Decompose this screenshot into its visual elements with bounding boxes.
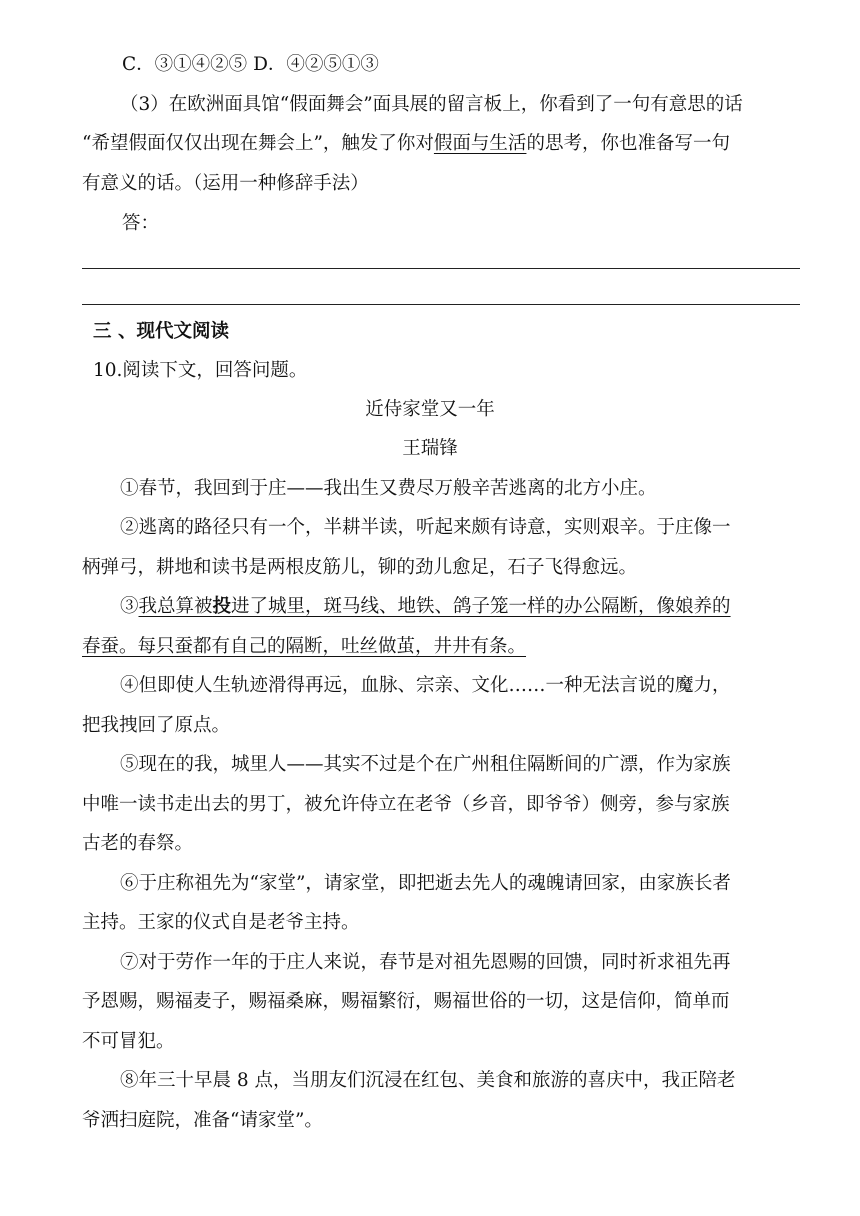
paragraph-3-line-2 bbox=[82, 635, 526, 659]
answer-line-1[interactable] bbox=[82, 268, 800, 269]
paragraph-7-line-1: ⑦对于劳作一年的于庄人来说，春节是对祖先恩赐的回馈，同时祈求祖先再 bbox=[120, 952, 731, 973]
paragraph-3-line-1 bbox=[120, 595, 731, 619]
option-d-value: ④②⑤①③ bbox=[286, 54, 379, 75]
paragraph-2-line-1: ②逃离的路径只有一个，半耕半读，听起来颇有诗意，实则艰辛。于庄像一 bbox=[120, 517, 731, 538]
question3-line2 bbox=[82, 132, 730, 156]
question3-underlined-topic: 假面与生活 bbox=[433, 133, 527, 154]
paragraph-3-underlined-a: 我总算被 bbox=[138, 596, 213, 617]
paragraph-8-line-2: 爷洒扫庭院，准备“请家堂”。 bbox=[82, 1110, 323, 1131]
question10-prompt: 10.阅读下文，回答问题。 bbox=[93, 360, 308, 381]
paragraph-8-line-1: ⑧年三十早晨 8 点，当朋友们沉浸在红包、美食和旅游的喜庆中，我正陪老 bbox=[120, 1070, 736, 1091]
paragraph-3-bold-word: 投 bbox=[212, 596, 232, 617]
question3-line2-a: “希望假面仅仅出现在舞会上”，触发了你对 bbox=[82, 133, 434, 154]
paragraph-1: ①春节，我回到于庄——我出生又费尽万般辛苦逃离的北方小庄。 bbox=[120, 478, 657, 499]
paragraph-7-line-2: 予恩赐，赐福麦子，赐福桑麻，赐福繁衍，赐福世俗的一切，这是信仰，简单而 bbox=[82, 991, 730, 1012]
paragraph-6-line-2: 主持。王家的仪式自是老爷主持。 bbox=[82, 912, 360, 933]
paragraph-5-line-2: 中唯一读书走出去的男丁，被允许侍立在老爷（乡音，即爷爷）侧旁，参与家族 bbox=[82, 794, 730, 815]
question3-line1: （3）在欧洲面具馆“假面舞会”面具展的留言板上，你看到了一句有意思的话 bbox=[120, 94, 743, 115]
answer-line-2[interactable] bbox=[82, 304, 800, 305]
paragraph-7-line-3: 不可冒犯。 bbox=[82, 1031, 175, 1052]
question3-line2-b: 的思考，你也准备写一句 bbox=[526, 133, 730, 154]
option-d-label: D． bbox=[253, 54, 287, 75]
paragraph-4-line-1: ④但即使人生轨迹滑得再远，血脉、宗亲、文化……一种无法言说的魔力， bbox=[120, 675, 731, 696]
paragraph-3-underlined-c: 春蚕。每只蚕都有自己的隔断，吐丝做茧，井井有条。 bbox=[82, 636, 527, 657]
paragraph-5-line-1: ⑤现在的我，城里人——其实不过是个在广州租住隔断间的广漂，作为家族 bbox=[120, 754, 731, 775]
paragraph-2-line-2: 柄弹弓，耕地和读书是两根皮筋儿，铆的劲儿愈足，石子飞得愈远。 bbox=[82, 557, 638, 578]
section-heading: 三 、现代文阅读 bbox=[93, 321, 229, 342]
question3-line3: 有意义的话。（运用一种修辞手法） bbox=[82, 173, 369, 194]
paragraph-3-underlined-b: 进了城里，斑马线、地铁、鸽子笼一样的办公隔断，像娘养的 bbox=[231, 596, 731, 617]
article-title: 近侍家堂又一年 bbox=[365, 399, 495, 420]
paragraph-4-line-2: 把我拽回了原点。 bbox=[82, 715, 231, 736]
options-line bbox=[122, 53, 379, 77]
paragraph-5-line-3: 古老的春祭。 bbox=[82, 833, 194, 854]
option-c-value: ③①④②⑤ bbox=[154, 54, 248, 75]
option-c-label: C． bbox=[122, 54, 155, 75]
paragraph-3-number: ③ bbox=[120, 596, 139, 617]
article-author: 王瑞锋 bbox=[402, 438, 458, 459]
answer-label: 答： bbox=[122, 213, 160, 234]
paragraph-6-line-1: ⑥于庄称祖先为“家堂”，请家堂，即把逝去先人的魂魄请回家，由家族长者 bbox=[120, 873, 731, 894]
